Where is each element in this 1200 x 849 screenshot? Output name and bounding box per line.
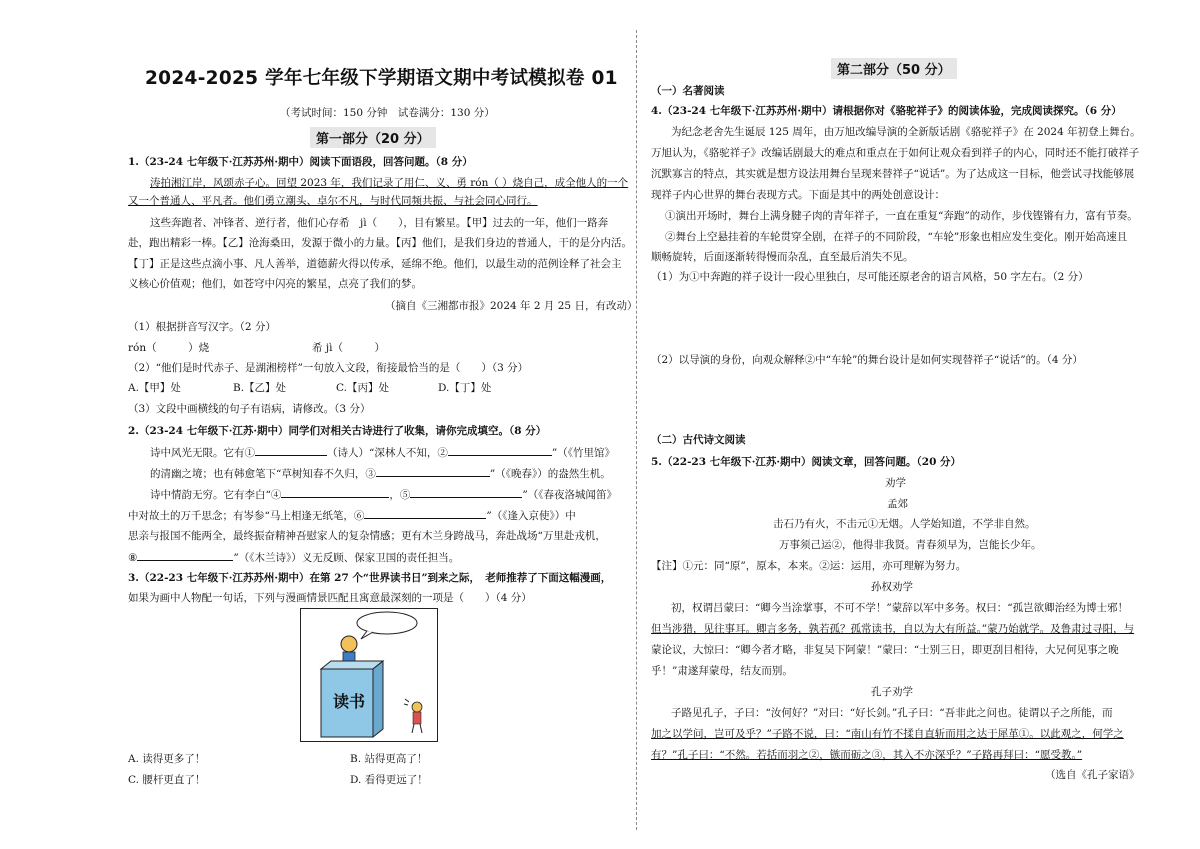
section-heading-1: （一）名著阅读 <box>651 85 725 97</box>
poem-author: 孟郊 <box>887 498 908 510</box>
q4-design-1: ①演出开场时，舞台上满身腱子肉的青年祥子，一直在重复“奔跑”的动作，步伐铿锵有力，富有节奏。 <box>665 210 1138 222</box>
q3-stem: 3.（22-23 七年级下·江苏苏州·期中）在第 27 个“世界读书日”到来之际， 老师推荐了下面这幅漫画， <box>128 572 612 584</box>
q4-design-2: ②舞台上空悬挂着的车轮贯穿全剧，在祥子的不同阶段，“车轮”形象也相应发生变化。刚开始高速且 <box>665 231 1128 243</box>
q2-line: 思亲与报国不能两全，最终振奋精神吾慰家人的复杂情感；更有木兰身跨战马，奔赴战场“万里赴戎机， <box>128 530 606 542</box>
q2-blank-4[interactable] <box>281 487 389 498</box>
q2-line: 的清幽之境；也有韩愈笔下“草树知春不久归，③ ”（《晚春》）的盎然生机。 <box>150 468 611 480</box>
q1-passage-line: 这些奔跑者、冲锋者、逆行者，他们心存希 jì（ ），目有繁星。【甲】过去的一年，他们一路奔 <box>150 217 609 229</box>
q1-passage-line: 涛拍湘江岸，风颂赤子心。回望 2023 年，我们记录了用仁、义、勇 rón（ ）烧自己，成全他人的一个 <box>150 177 629 189</box>
q4-sub2: （2）以导演的身份，向观众解释②中“车轮”的舞台设计是如何实现替祥子“说话”的。（4 分） <box>651 354 1083 366</box>
q1-blank-2[interactable]: 希 jì（ ） <box>312 342 385 354</box>
q3-option-c[interactable]: C. 腰杆更直了！ <box>128 774 206 786</box>
left-column <box>120 0 638 849</box>
poem-title: 劝学 <box>885 477 906 489</box>
q4-sub1: （1）为①中奔跑的祥子设计一段心里独白，尽可能还原老舍的语言风格，50 字左右。（2 分） <box>651 271 1089 283</box>
q2-line: ⑧ ”（《木兰诗》）义无反顾、保家卫国的责任担当。 <box>128 552 460 564</box>
text3-title: 孔子劝学 <box>871 686 913 698</box>
q2-line: 诗中情韵无穷。它有李白“④ ，⑤ ”（《春夜洛城闻笛》 <box>150 489 617 501</box>
q1-passage-line: 又一个普通人、平凡者。他们勇立潮头、卓尔不凡，与时代同频共振、与社会同心同行。 <box>128 195 538 207</box>
q4-passage-line: 现祥子内心世界的舞台表现方式。下面是其中的两处创意设计： <box>651 189 945 201</box>
q4-passage-line: 沉默寡言的特点，其实就是想方设法用舞台呈现来替祥子“说话”。为了达成这一目标，他尝试寻找能够展 <box>651 168 1135 180</box>
text3-line: 有？”孔子曰：“不然。若括而羽之②，镞而砺之③，其入不亦深乎？”子路再拜曰：“愿受教。” <box>651 749 1083 761</box>
comic-book-label: 读书 <box>333 692 366 711</box>
exam-title: 2024-2025 学年七年级下学期语文期中考试模拟卷 01 <box>145 68 618 89</box>
q1-option-c[interactable]: C.【丙】处 <box>336 382 389 394</box>
text2-title: 孙权劝学 <box>871 581 913 593</box>
q4-passage-line: 万旭认为，《骆驼祥子》改编话剧最大的难点和重点在于如何让观众看到祥子的内心，同时还不能打破祥子 <box>651 147 1140 159</box>
text3-source: （选自《孔子家语》 <box>1045 769 1140 781</box>
q2-stem: 2.（23-24 七年级下·江苏·期中）同学们对相关古诗进行了收集，请你完成填空。（8 分） <box>128 425 547 437</box>
text3-line: 子路见孔子，子曰：“汝何好？”对曰：“好长剑。”孔子曰：“吾非此之问也。徒谓以子之所能，而 <box>671 707 1113 719</box>
reading-comic-image <box>300 608 438 742</box>
q1-sub3: （3）文段中画横线的句子有语病，请修改。（3 分） <box>128 403 371 415</box>
q1-passage-line: 义核心价值观；他们，如苍穹中闪亮的繁星，点亮了我们的梦。 <box>128 278 422 290</box>
text2-line: 蒙论议，大惊曰：“卿今者才略，非复吴下阿蒙！”蒙曰：“士别三日，即更刮目相待，大兄何见事之晚 <box>651 644 1119 656</box>
q1-passage-line: 赴，跑出精彩一棒。【乙】沧海桑田，发源于微小的力量。【丙】他们，是我们身边的普通人，干的是分内活。 <box>128 237 632 249</box>
poem-note: 【注】①元：同“原”，原本，本来。②运：运用，亦可理解为努力。 <box>651 560 967 572</box>
column-divider <box>636 30 637 830</box>
q1-option-a[interactable]: A.【甲】处 <box>128 382 181 394</box>
poem-line-1: 击石乃有火，不击元①无烟。人学始知道，不学非自然。 <box>773 518 1036 530</box>
q1-option-b[interactable]: B.【乙】处 <box>233 382 287 394</box>
q4-passage-line: 为纪念老舍先生诞辰 125 周年，由万旭改编导演的全新版话剧《骆驼祥子》在 2024 年初登上舞台。 <box>671 126 1141 138</box>
q1-sub2: （2）“他们是时代赤子、是湖湘榜样”一句放入文段，衔接最恰当的是（ ）（3 分） <box>128 362 529 374</box>
q2-blank-6[interactable] <box>364 508 486 519</box>
q1-option-d[interactable]: D.【丁】处 <box>438 382 492 394</box>
q2-blank-3[interactable] <box>376 466 490 477</box>
right-column <box>645 0 1155 849</box>
q3-stem-cont: 如果为画中人物配一句话，下列与漫画情景匹配且寓意最深刻的一项是（ ）（4 分） <box>128 592 532 604</box>
q1-stem: 1.（23-24 七年级下·江苏苏州·期中）阅读下面语段，回答问题。（8 分） <box>128 156 473 168</box>
exam-info: （考试时间：150 分钟 试卷满分：130 分） <box>280 107 495 119</box>
text2-line: 初，权谓吕蒙曰：“卿今当涂掌事，不可不学！”蒙辞以军中多务。权曰：“孤岂欲卿治经为博士邪！ <box>671 602 1129 614</box>
q1-sub1: （1）根据拼音写汉字。（2 分） <box>128 321 276 333</box>
text2-line: 乎！”肃遂拜蒙母，结友而别。 <box>651 665 793 677</box>
poem-line-2: 万事须己运②，他得非我贤。青春须早为，岂能长少年。 <box>779 539 1042 551</box>
q2-blank-5[interactable] <box>410 487 522 498</box>
q2-line: 诗中风光无限。它有① （诗人）“深林人不知，② ”（《竹里馆》 <box>150 447 615 459</box>
q4-design-2-cont: 顺畅旋转，后面逐渐转得慢而杂乱，直至最后消失不见。 <box>651 251 914 263</box>
q1-source: （摘自《三湘都市报》2024 年 2 月 25 日，有改动） <box>385 300 638 312</box>
q3-option-d[interactable]: D. 看得更远了！ <box>350 774 428 786</box>
part1-heading: 第一部分（20 分） <box>310 127 436 148</box>
q2-blank-8[interactable] <box>137 550 233 561</box>
q3-option-a[interactable]: A. 读得更多了！ <box>128 753 206 765</box>
part2-heading: 第二部分（50 分） <box>831 58 957 79</box>
section-heading-2: （二）古代诗文阅读 <box>651 434 746 446</box>
q2-blank-1[interactable] <box>255 445 327 456</box>
q4-stem: 4.（23-24 七年级下·江苏苏州·期中）请根据你对《骆驼祥子》的阅读体验，完成阅读探究。（6 分） <box>651 105 1122 117</box>
q2-line: 中对故土的万千思念；有岑参“马上相逢无纸笔，⑥ ”（《逢入京使》）中 <box>128 510 576 522</box>
text2-line: 但当涉猎，见往事耳。卿言多务，孰若孤？孤常读书，自以为大有所益。”蒙乃始就学。及鲁肃过寻阳，与 <box>651 623 1135 635</box>
q3-option-b[interactable]: B. 站得更高了！ <box>350 753 428 765</box>
q1-blank-1[interactable]: rón（ ）烧 <box>128 342 210 354</box>
q5-stem: 5.（22-23 七年级下·江苏·期中）阅读文章，回答问题。（20 分） <box>651 456 962 468</box>
text3-line: 加之以学问，岂可及乎？”子路不说，曰：“南山有竹不揉自直斩而用之达于犀革①。以此观之，何学之 <box>651 728 1124 740</box>
q2-blank-2[interactable] <box>448 445 552 456</box>
q1-passage-line: 【丁】正是这些点滴小事、凡人善举，道德薪火得以传承，延绵不绝。他们，以最生动的范例诠释了社会主 <box>128 258 622 270</box>
